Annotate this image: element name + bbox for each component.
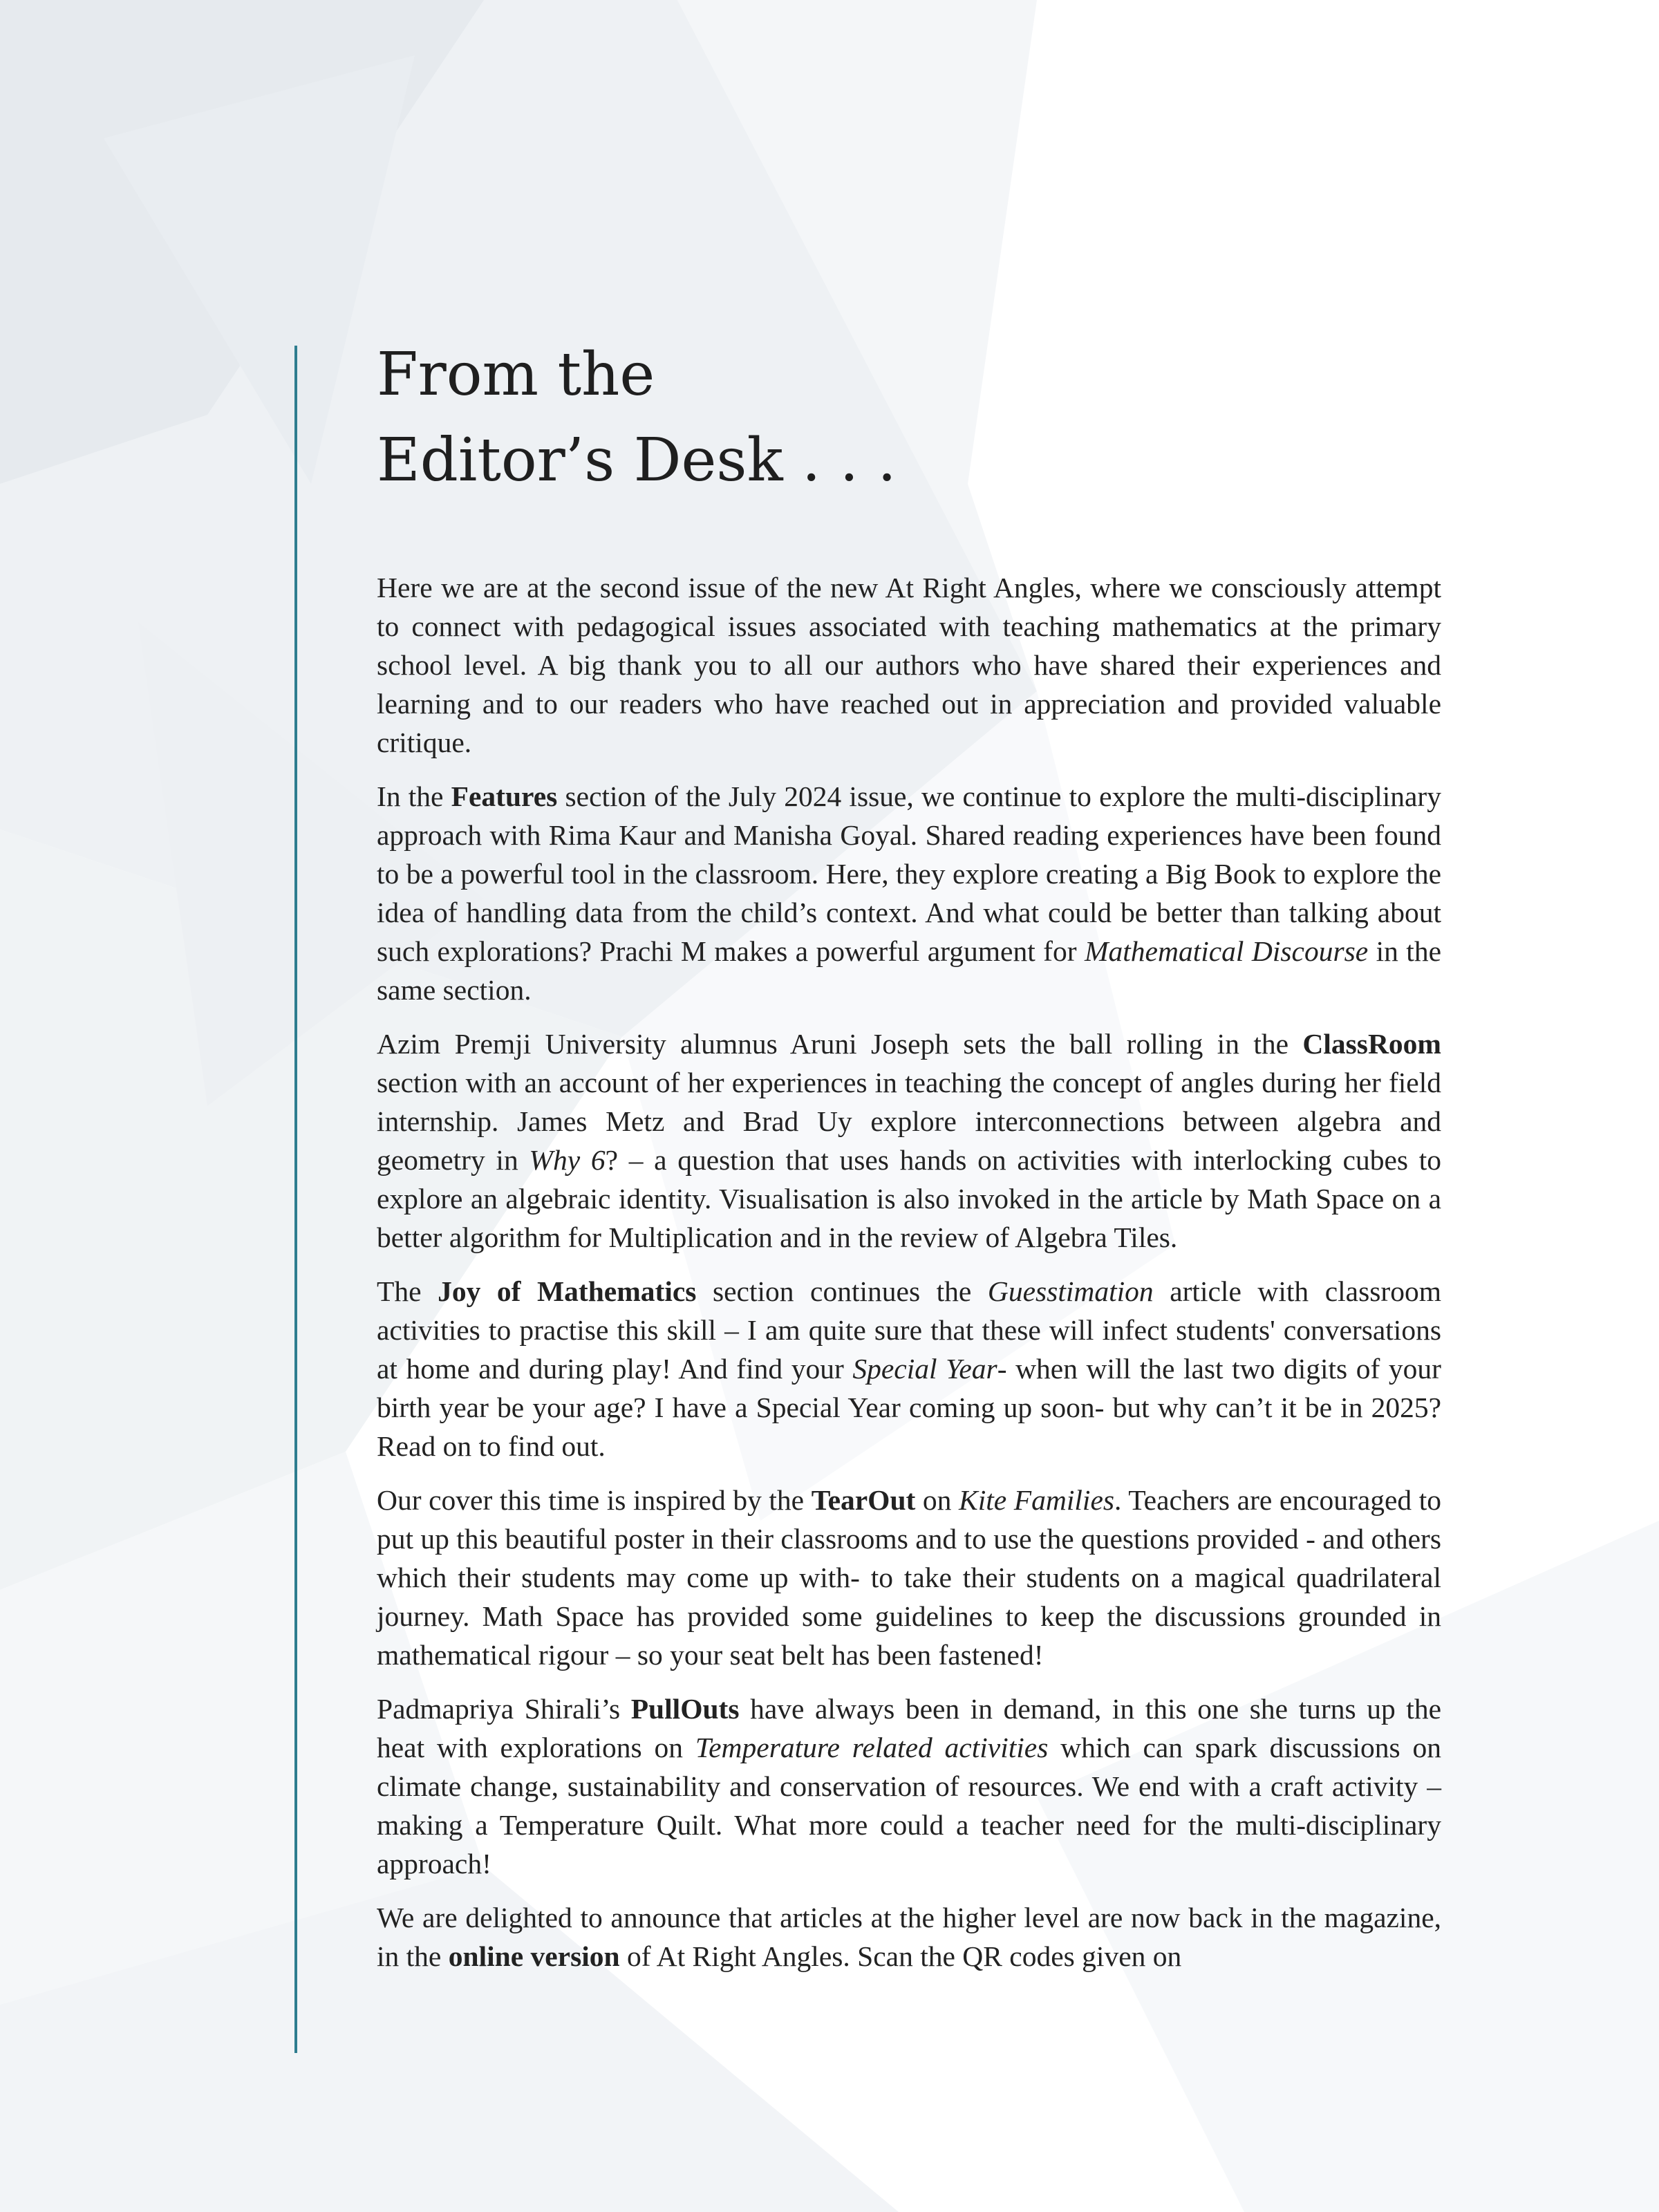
page-title bbox=[377, 332, 1483, 503]
title-line-1: From the bbox=[377, 340, 655, 409]
paragraph-text: of At Right Angles. Scan the QR codes given on bbox=[619, 1940, 1182, 1972]
paragraph-text: have always been in demand, in this one she turns up the heat with explorations on bbox=[377, 1693, 1441, 1763]
section-name-joy-of-mathematics: Joy of Mathematics bbox=[438, 1275, 697, 1307]
section-name-features: Features bbox=[451, 780, 558, 812]
paragraph-text: which can spark discussions on climate change, sustainability and conservation of resources. We end with a craft activity – making a Temperature Quilt. What more could a teacher need for the multi-disciplinary approach! bbox=[377, 1732, 1441, 1880]
article-title: Temperature related activities bbox=[695, 1732, 1049, 1763]
title-line-2: Editor’s Desk . . . bbox=[377, 426, 897, 495]
paragraph-text: . Teachers are encouraged to put up this beautiful poster in their classrooms and to use the questions provided - and others which their students may come up with- to take their students on a magical quadrilateral journey. Math Space has provided some guidelines to keep the discussions grounded in mathematical rigour – so your seat belt has been fastened! bbox=[377, 1484, 1442, 1671]
article-title: Mathematical Discourse bbox=[1084, 935, 1369, 967]
paragraph-text: Here we are at the second issue of the new At Right Angles, where we consciously attempt to connect with pedagogical issues associated with teaching mathematics at the primary school level. A big thank you to all our authors who have shared their experiences and learning and to our readers who have reached out in appreciation and provided valuable critique. bbox=[377, 572, 1441, 758]
paragraph-text: We are delighted to announce that articles at the higher level are now back in the magazine, in the bbox=[377, 1902, 1441, 1972]
article-title: Guesstimation bbox=[987, 1275, 1154, 1307]
paragraph-text: The bbox=[377, 1275, 438, 1307]
paragraph-text: in the same section. bbox=[377, 935, 1441, 1006]
paragraph-text: section of the July 2024 issue, we continue to explore the multi-disciplinary approach with Rima Kaur and Manisha Goyal. Shared reading experiences have been found to be a powerful tool in the classroom. Here, they explore creating a Big Book to explore the idea of handling data from the child’s context. And what could be better than talking about such explorations? Prachi M makes a powerful argument for bbox=[377, 780, 1441, 967]
paragraph-text: ? – a question that uses hands on activities with interlocking cubes to explore an algebraic identity. Visualisation is also invoked in the article by Math Space on a better algorithm for Multiplication and in the review of Algebra Tiles. bbox=[377, 1144, 1441, 1253]
paragraph-text: - when will the last two digits of your birth year be your age? I have a Special Year coming up soon- but why can’t it be in 2025? Read on to find out. bbox=[377, 1353, 1441, 1462]
section-name-tearout: TearOut bbox=[811, 1484, 916, 1516]
editorial-body bbox=[377, 568, 1441, 1991]
paragraph-7 bbox=[377, 1898, 1441, 1976]
paragraph-text: section with an account of her experiences in teaching the concept of angles during her field internship. James Metz and Brad Uy explore interconnections between algebra and geometry in bbox=[377, 1067, 1441, 1176]
left-accent-rule bbox=[294, 346, 297, 2053]
paragraph-text: on bbox=[915, 1484, 959, 1516]
online-version-label: online version bbox=[448, 1940, 620, 1972]
article-title: Why 6 bbox=[529, 1144, 606, 1176]
paragraph-text: Our cover this time is inspired by the bbox=[377, 1484, 812, 1516]
paragraph-text: Azim Premji University alumnus Aruni Joseph sets the ball rolling in the bbox=[377, 1028, 1303, 1060]
paragraph-5 bbox=[377, 1481, 1441, 1674]
paragraph-2 bbox=[377, 777, 1441, 1009]
section-name-pullouts: PullOuts bbox=[630, 1693, 740, 1725]
paragraph-text: article with classroom activities to practise this skill – I am quite sure that these will infect students' conversations at home and during play! And find your bbox=[377, 1275, 1441, 1385]
paragraph-1 bbox=[377, 568, 1441, 762]
paragraph-6 bbox=[377, 1689, 1441, 1883]
paragraph-text: section continues the bbox=[696, 1275, 988, 1307]
paragraph-3 bbox=[377, 1024, 1441, 1257]
article-title: Kite Families bbox=[959, 1484, 1115, 1516]
paragraph-4 bbox=[377, 1272, 1441, 1465]
paragraph-text: Padmapriya Shirali’s bbox=[377, 1693, 631, 1725]
paragraph-text: In the bbox=[377, 780, 451, 812]
article-title: Special Year bbox=[852, 1353, 997, 1385]
section-name-classroom: ClassRoom bbox=[1302, 1028, 1441, 1060]
